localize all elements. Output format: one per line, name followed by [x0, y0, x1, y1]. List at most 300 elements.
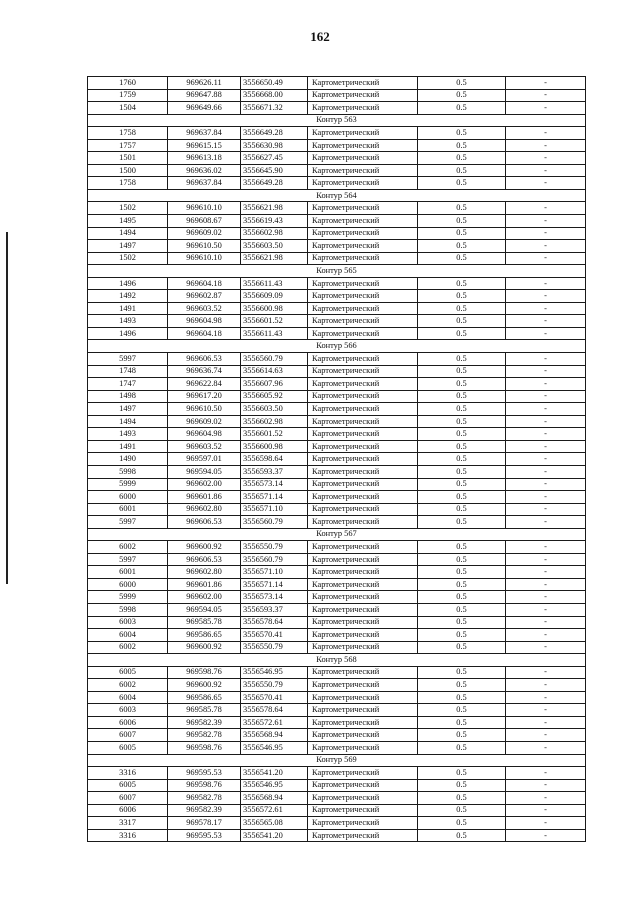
accuracy-cell: 0.5	[418, 77, 506, 90]
point-number-cell: 6000	[88, 491, 168, 504]
point-number-cell: 1758	[88, 127, 168, 140]
table-row	[88, 353, 586, 366]
dash-cell: -	[506, 89, 586, 102]
dash-cell: -	[506, 804, 586, 817]
y-coordinate-cell: 3556619.43	[241, 215, 308, 228]
table-row	[88, 428, 586, 441]
contour-title: Контур 563	[88, 114, 586, 127]
x-coordinate-cell: 969622.84	[168, 378, 241, 391]
y-coordinate-cell: 3556650.49	[241, 77, 308, 90]
dash-cell: -	[506, 578, 586, 591]
y-coordinate-cell: 3556578.64	[241, 704, 308, 717]
point-number-cell: 6002	[88, 641, 168, 654]
x-coordinate-cell: 969582.39	[168, 804, 241, 817]
point-number-cell: 6002	[88, 679, 168, 692]
y-coordinate-cell: 3556602.98	[241, 227, 308, 240]
dash-cell: -	[506, 177, 586, 190]
accuracy-cell: 0.5	[418, 704, 506, 717]
contour-title: Контур 568	[88, 654, 586, 667]
dash-cell: -	[506, 415, 586, 428]
table-row	[88, 829, 586, 842]
table-row	[88, 566, 586, 579]
point-number-cell: 1491	[88, 440, 168, 453]
point-number-cell: 1496	[88, 277, 168, 290]
dash-cell: -	[506, 767, 586, 780]
x-coordinate-cell: 969604.18	[168, 277, 241, 290]
x-coordinate-cell: 969602.80	[168, 503, 241, 516]
point-number-cell: 3316	[88, 829, 168, 842]
contour-header-row	[88, 340, 586, 353]
point-number-cell: 6005	[88, 666, 168, 679]
table-row	[88, 139, 586, 152]
x-coordinate-cell: 969585.78	[168, 616, 241, 629]
table-row	[88, 277, 586, 290]
accuracy-cell: 0.5	[418, 729, 506, 742]
method-cell: Картометрический	[308, 578, 418, 591]
y-coordinate-cell: 3556560.79	[241, 553, 308, 566]
method-cell: Картометрический	[308, 89, 418, 102]
point-number-cell: 1493	[88, 315, 168, 328]
y-coordinate-cell: 3556570.41	[241, 691, 308, 704]
dash-cell: -	[506, 327, 586, 340]
dash-cell: -	[506, 77, 586, 90]
table-row	[88, 729, 586, 742]
x-coordinate-cell: 969600.92	[168, 641, 241, 654]
table-row	[88, 553, 586, 566]
method-cell: Картометрический	[308, 691, 418, 704]
method-cell: Картометрический	[308, 666, 418, 679]
dash-cell: -	[506, 315, 586, 328]
dash-cell: -	[506, 302, 586, 315]
point-number-cell: 6002	[88, 541, 168, 554]
method-cell: Картометрический	[308, 164, 418, 177]
dash-cell: -	[506, 403, 586, 416]
x-coordinate-cell: 969647.88	[168, 89, 241, 102]
point-number-cell: 5997	[88, 553, 168, 566]
method-cell: Картометрический	[308, 591, 418, 604]
accuracy-cell: 0.5	[418, 792, 506, 805]
table-row	[88, 616, 586, 629]
table-row	[88, 290, 586, 303]
contour-header-row	[88, 754, 586, 767]
accuracy-cell: 0.5	[418, 566, 506, 579]
method-cell: Картометрический	[308, 491, 418, 504]
x-coordinate-cell: 969603.52	[168, 302, 241, 315]
point-number-cell: 1493	[88, 428, 168, 441]
point-number-cell: 6001	[88, 566, 168, 579]
dash-cell: -	[506, 164, 586, 177]
x-coordinate-cell: 969636.02	[168, 164, 241, 177]
table-row	[88, 478, 586, 491]
y-coordinate-cell: 3556630.98	[241, 139, 308, 152]
table-row	[88, 315, 586, 328]
y-coordinate-cell: 3556601.52	[241, 428, 308, 441]
point-number-cell: 1758	[88, 177, 168, 190]
x-coordinate-cell: 969606.53	[168, 553, 241, 566]
accuracy-cell: 0.5	[418, 390, 506, 403]
dash-cell: -	[506, 679, 586, 692]
method-cell: Картометрический	[308, 415, 418, 428]
x-coordinate-cell: 969585.78	[168, 704, 241, 717]
y-coordinate-cell: 3556565.08	[241, 817, 308, 830]
x-coordinate-cell: 969636.74	[168, 365, 241, 378]
y-coordinate-cell: 3556546.95	[241, 779, 308, 792]
dash-cell: -	[506, 629, 586, 642]
method-cell: Картометрический	[308, 227, 418, 240]
dash-cell: -	[506, 591, 586, 604]
table-row	[88, 227, 586, 240]
contour-title: Контур 565	[88, 265, 586, 278]
point-number-cell: 6003	[88, 704, 168, 717]
y-coordinate-cell: 3556550.79	[241, 541, 308, 554]
point-number-cell: 1497	[88, 240, 168, 253]
x-coordinate-cell: 969603.52	[168, 440, 241, 453]
y-coordinate-cell: 3556568.94	[241, 792, 308, 805]
x-coordinate-cell: 969615.15	[168, 139, 241, 152]
dash-cell: -	[506, 641, 586, 654]
accuracy-cell: 0.5	[418, 516, 506, 529]
table-row	[88, 177, 586, 190]
x-coordinate-cell: 969604.98	[168, 315, 241, 328]
contour-header-row	[88, 265, 586, 278]
accuracy-cell: 0.5	[418, 691, 506, 704]
table-row	[88, 403, 586, 416]
point-number-cell: 1495	[88, 215, 168, 228]
x-coordinate-cell: 969598.76	[168, 666, 241, 679]
method-cell: Картометрический	[308, 629, 418, 642]
table-row	[88, 691, 586, 704]
dash-cell: -	[506, 215, 586, 228]
x-coordinate-cell: 969610.10	[168, 252, 241, 265]
y-coordinate-cell: 3556621.98	[241, 202, 308, 215]
method-cell: Картометрический	[308, 453, 418, 466]
x-coordinate-cell: 969608.67	[168, 215, 241, 228]
method-cell: Картометрический	[308, 804, 418, 817]
method-cell: Картометрический	[308, 541, 418, 554]
method-cell: Картометрический	[308, 215, 418, 228]
y-coordinate-cell: 3556621.98	[241, 252, 308, 265]
table-row	[88, 453, 586, 466]
method-cell: Картометрический	[308, 240, 418, 253]
point-number-cell: 1498	[88, 390, 168, 403]
accuracy-cell: 0.5	[418, 465, 506, 478]
table-row	[88, 767, 586, 780]
point-number-cell: 1747	[88, 378, 168, 391]
method-cell: Картометрический	[308, 315, 418, 328]
page-number: 162	[310, 29, 330, 44]
method-cell: Картометрический	[308, 503, 418, 516]
dash-cell: -	[506, 102, 586, 115]
point-number-cell: 3316	[88, 767, 168, 780]
method-cell: Картометрический	[308, 704, 418, 717]
x-coordinate-cell: 969610.10	[168, 202, 241, 215]
accuracy-cell: 0.5	[418, 240, 506, 253]
x-coordinate-cell: 969598.76	[168, 741, 241, 754]
method-cell: Картометрический	[308, 353, 418, 366]
x-coordinate-cell: 969637.84	[168, 177, 241, 190]
x-coordinate-cell: 969602.00	[168, 591, 241, 604]
method-cell: Картометрический	[308, 177, 418, 190]
table-row	[88, 792, 586, 805]
accuracy-cell: 0.5	[418, 541, 506, 554]
x-coordinate-cell: 969595.53	[168, 767, 241, 780]
x-coordinate-cell: 969604.18	[168, 327, 241, 340]
method-cell: Картометрический	[308, 465, 418, 478]
accuracy-cell: 0.5	[418, 503, 506, 516]
table-row	[88, 465, 586, 478]
y-coordinate-cell: 3556571.10	[241, 566, 308, 579]
method-cell: Картометрический	[308, 553, 418, 566]
accuracy-cell: 0.5	[418, 353, 506, 366]
y-coordinate-cell: 3556609.09	[241, 290, 308, 303]
dash-cell: -	[506, 428, 586, 441]
dash-cell: -	[506, 240, 586, 253]
method-cell: Картометрический	[308, 202, 418, 215]
table-row	[88, 202, 586, 215]
y-coordinate-cell: 3556573.14	[241, 591, 308, 604]
contour-title: Контур 567	[88, 528, 586, 541]
point-number-cell: 6005	[88, 779, 168, 792]
point-number-cell: 1504	[88, 102, 168, 115]
y-coordinate-cell: 3556668.00	[241, 89, 308, 102]
method-cell: Картометрический	[308, 252, 418, 265]
table-row	[88, 152, 586, 165]
accuracy-cell: 0.5	[418, 202, 506, 215]
y-coordinate-cell: 3556572.61	[241, 804, 308, 817]
point-number-cell: 1494	[88, 227, 168, 240]
accuracy-cell: 0.5	[418, 440, 506, 453]
x-coordinate-cell: 969598.76	[168, 779, 241, 792]
y-coordinate-cell: 3556541.20	[241, 829, 308, 842]
table-row	[88, 390, 586, 403]
point-number-cell: 5999	[88, 591, 168, 604]
method-cell: Картометрический	[308, 290, 418, 303]
y-coordinate-cell: 3556550.79	[241, 679, 308, 692]
contour-header-row	[88, 654, 586, 667]
dash-cell: -	[506, 603, 586, 616]
dash-cell: -	[506, 378, 586, 391]
method-cell: Картометрический	[308, 516, 418, 529]
point-number-cell: 1492	[88, 290, 168, 303]
table-row	[88, 378, 586, 391]
dash-cell: -	[506, 127, 586, 140]
y-coordinate-cell: 3556571.14	[241, 578, 308, 591]
point-number-cell: 6007	[88, 729, 168, 742]
method-cell: Картометрический	[308, 792, 418, 805]
method-cell: Картометрический	[308, 566, 418, 579]
contour-header-row	[88, 189, 586, 202]
y-coordinate-cell: 3556645.90	[241, 164, 308, 177]
table-row	[88, 779, 586, 792]
dash-cell: -	[506, 227, 586, 240]
x-coordinate-cell: 969602.80	[168, 566, 241, 579]
point-number-cell: 6004	[88, 691, 168, 704]
point-number-cell: 6001	[88, 503, 168, 516]
table-row	[88, 164, 586, 177]
y-coordinate-cell: 3556603.50	[241, 403, 308, 416]
dash-cell: -	[506, 290, 586, 303]
table-row	[88, 503, 586, 516]
table-row	[88, 365, 586, 378]
point-number-cell: 1500	[88, 164, 168, 177]
x-coordinate-cell: 969601.86	[168, 578, 241, 591]
accuracy-cell: 0.5	[418, 327, 506, 340]
y-coordinate-cell: 3556600.98	[241, 440, 308, 453]
contour-title: Контур 569	[88, 754, 586, 767]
dash-cell: -	[506, 491, 586, 504]
point-number-cell: 6005	[88, 741, 168, 754]
y-coordinate-cell: 3556578.64	[241, 616, 308, 629]
y-coordinate-cell: 3556611.43	[241, 327, 308, 340]
accuracy-cell: 0.5	[418, 215, 506, 228]
method-cell: Картометрический	[308, 378, 418, 391]
scan-edge-mark	[6, 232, 8, 584]
point-number-cell: 1757	[88, 139, 168, 152]
coordinates-table	[87, 76, 586, 842]
x-coordinate-cell: 969610.50	[168, 240, 241, 253]
y-coordinate-cell: 3556560.79	[241, 353, 308, 366]
point-number-cell: 1502	[88, 252, 168, 265]
point-number-cell: 1491	[88, 302, 168, 315]
accuracy-cell: 0.5	[418, 629, 506, 642]
accuracy-cell: 0.5	[418, 139, 506, 152]
accuracy-cell: 0.5	[418, 591, 506, 604]
accuracy-cell: 0.5	[418, 829, 506, 842]
x-coordinate-cell: 969600.92	[168, 679, 241, 692]
method-cell: Картометрический	[308, 77, 418, 90]
dash-cell: -	[506, 465, 586, 478]
y-coordinate-cell: 3556611.43	[241, 277, 308, 290]
y-coordinate-cell: 3556546.95	[241, 741, 308, 754]
accuracy-cell: 0.5	[418, 315, 506, 328]
point-number-cell: 1760	[88, 77, 168, 90]
accuracy-cell: 0.5	[418, 804, 506, 817]
x-coordinate-cell: 969626.11	[168, 77, 241, 90]
y-coordinate-cell: 3556546.95	[241, 666, 308, 679]
table-row	[88, 240, 586, 253]
accuracy-cell: 0.5	[418, 491, 506, 504]
accuracy-cell: 0.5	[418, 641, 506, 654]
table-row	[88, 666, 586, 679]
point-number-cell: 6006	[88, 716, 168, 729]
point-number-cell: 5997	[88, 353, 168, 366]
dash-cell: -	[506, 390, 586, 403]
x-coordinate-cell: 969601.86	[168, 491, 241, 504]
method-cell: Картометрический	[308, 152, 418, 165]
method-cell: Картометрический	[308, 327, 418, 340]
x-coordinate-cell: 969597.01	[168, 453, 241, 466]
table-row	[88, 541, 586, 554]
y-coordinate-cell: 3556627.45	[241, 152, 308, 165]
y-coordinate-cell: 3556600.98	[241, 302, 308, 315]
y-coordinate-cell: 3556593.37	[241, 465, 308, 478]
accuracy-cell: 0.5	[418, 252, 506, 265]
y-coordinate-cell: 3556601.52	[241, 315, 308, 328]
x-coordinate-cell: 969586.65	[168, 629, 241, 642]
y-coordinate-cell: 3556671.32	[241, 102, 308, 115]
table-row	[88, 77, 586, 90]
table-row	[88, 127, 586, 140]
point-number-cell: 5999	[88, 478, 168, 491]
x-coordinate-cell: 969613.18	[168, 152, 241, 165]
accuracy-cell: 0.5	[418, 378, 506, 391]
coordinates-table-body	[88, 77, 586, 842]
accuracy-cell: 0.5	[418, 779, 506, 792]
contour-title: Контур 566	[88, 340, 586, 353]
method-cell: Картометрический	[308, 127, 418, 140]
table-row	[88, 804, 586, 817]
point-number-cell: 1502	[88, 202, 168, 215]
method-cell: Картометрический	[308, 641, 418, 654]
y-coordinate-cell: 3556571.10	[241, 503, 308, 516]
accuracy-cell: 0.5	[418, 164, 506, 177]
dash-cell: -	[506, 440, 586, 453]
x-coordinate-cell: 969602.00	[168, 478, 241, 491]
method-cell: Картометрический	[308, 277, 418, 290]
y-coordinate-cell: 3556572.61	[241, 716, 308, 729]
x-coordinate-cell: 969610.50	[168, 403, 241, 416]
accuracy-cell: 0.5	[418, 578, 506, 591]
dash-cell: -	[506, 741, 586, 754]
accuracy-cell: 0.5	[418, 603, 506, 616]
table-row	[88, 641, 586, 654]
contour-header-row	[88, 528, 586, 541]
accuracy-cell: 0.5	[418, 741, 506, 754]
y-coordinate-cell: 3556649.28	[241, 127, 308, 140]
y-coordinate-cell: 3556573.14	[241, 478, 308, 491]
point-number-cell: 1494	[88, 415, 168, 428]
accuracy-cell: 0.5	[418, 89, 506, 102]
method-cell: Картометрический	[308, 616, 418, 629]
table-row	[88, 415, 586, 428]
x-coordinate-cell: 969594.05	[168, 603, 241, 616]
method-cell: Картометрический	[308, 403, 418, 416]
method-cell: Картометрический	[308, 390, 418, 403]
x-coordinate-cell: 969600.92	[168, 541, 241, 554]
table-row	[88, 591, 586, 604]
method-cell: Картометрический	[308, 603, 418, 616]
point-number-cell: 1496	[88, 327, 168, 340]
point-number-cell: 6003	[88, 616, 168, 629]
accuracy-cell: 0.5	[418, 127, 506, 140]
table-row	[88, 741, 586, 754]
dash-cell: -	[506, 202, 586, 215]
method-cell: Картометрический	[308, 829, 418, 842]
contour-header-row	[88, 114, 586, 127]
accuracy-cell: 0.5	[418, 679, 506, 692]
dash-cell: -	[506, 453, 586, 466]
dash-cell: -	[506, 503, 586, 516]
method-cell: Картометрический	[308, 365, 418, 378]
dash-cell: -	[506, 704, 586, 717]
point-number-cell: 6004	[88, 629, 168, 642]
method-cell: Картометрический	[308, 478, 418, 491]
x-coordinate-cell: 969604.98	[168, 428, 241, 441]
x-coordinate-cell: 969595.53	[168, 829, 241, 842]
dash-cell: -	[506, 541, 586, 554]
method-cell: Картометрический	[308, 767, 418, 780]
dash-cell: -	[506, 691, 586, 704]
x-coordinate-cell: 969582.78	[168, 729, 241, 742]
dash-cell: -	[506, 729, 586, 742]
y-coordinate-cell: 3556593.37	[241, 603, 308, 616]
table-row	[88, 629, 586, 642]
accuracy-cell: 0.5	[418, 227, 506, 240]
table-row	[88, 603, 586, 616]
point-number-cell: 5998	[88, 603, 168, 616]
method-cell: Картометрический	[308, 139, 418, 152]
y-coordinate-cell: 3556568.94	[241, 729, 308, 742]
